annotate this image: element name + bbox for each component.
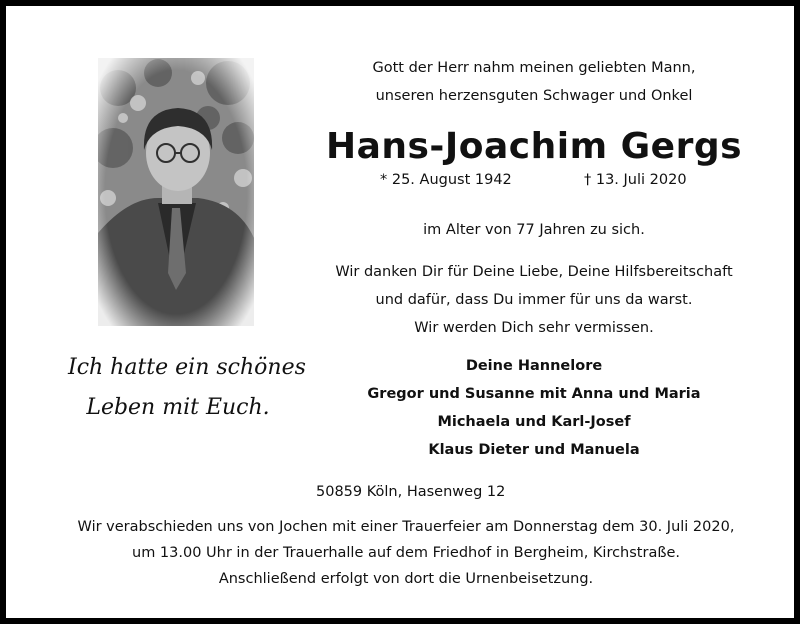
family-member: Deine Hannelore xyxy=(465,358,603,374)
quote-line: Leben mit Euch. xyxy=(86,395,270,420)
family-member: Michaela und Karl-Josef xyxy=(437,414,631,430)
age-line: im Alter von 77 Jahren zu sich. xyxy=(423,222,645,238)
thanks-line: Wir werden Dich sehr vermissen. xyxy=(414,320,654,336)
service-line: Wir verabschieden uns von Jochen mit einer Trauerfeier am Donnerstag dem 30. Juli 2020, xyxy=(77,519,735,535)
death-date: † 13. Juli 2020 xyxy=(584,172,687,188)
quote-line: Ich hatte ein schönes xyxy=(68,355,306,380)
birth-date: * 25. August 1942 xyxy=(380,172,512,188)
service-line: um 13.00 Uhr in der Trauerhalle auf dem Friedhof in Bergheim, Kirchstraße. xyxy=(132,545,680,561)
age-text xyxy=(306,216,762,244)
portrait-photo xyxy=(98,58,254,326)
family-member: Klaus Dieter und Manuela xyxy=(428,442,640,458)
thanks-line: und dafür, dass Du immer für uns da warst. xyxy=(375,292,693,308)
deceased-name: Hans-Joachim Gergs xyxy=(325,126,743,167)
service-line: Anschließend erfolgt von dort die Urnenbeisetzung. xyxy=(218,571,594,587)
intro-text xyxy=(306,54,762,110)
intro-line: unseren herzensguten Schwager und Onkel xyxy=(375,88,693,104)
thanks-line: Wir danken Dir für Deine Liebe, Deine Hilfsbereitschaft xyxy=(335,264,733,280)
family-member: Gregor und Susanne mit Anna und Maria xyxy=(367,386,701,402)
thanks-text xyxy=(306,258,762,342)
address: 50859 Köln, Hasenweg 12 xyxy=(316,484,506,500)
family-list xyxy=(306,352,762,464)
service-text xyxy=(46,514,766,592)
quote xyxy=(68,348,306,428)
intro-line: Gott der Herr nahm meinen geliebten Mann, xyxy=(372,60,696,76)
